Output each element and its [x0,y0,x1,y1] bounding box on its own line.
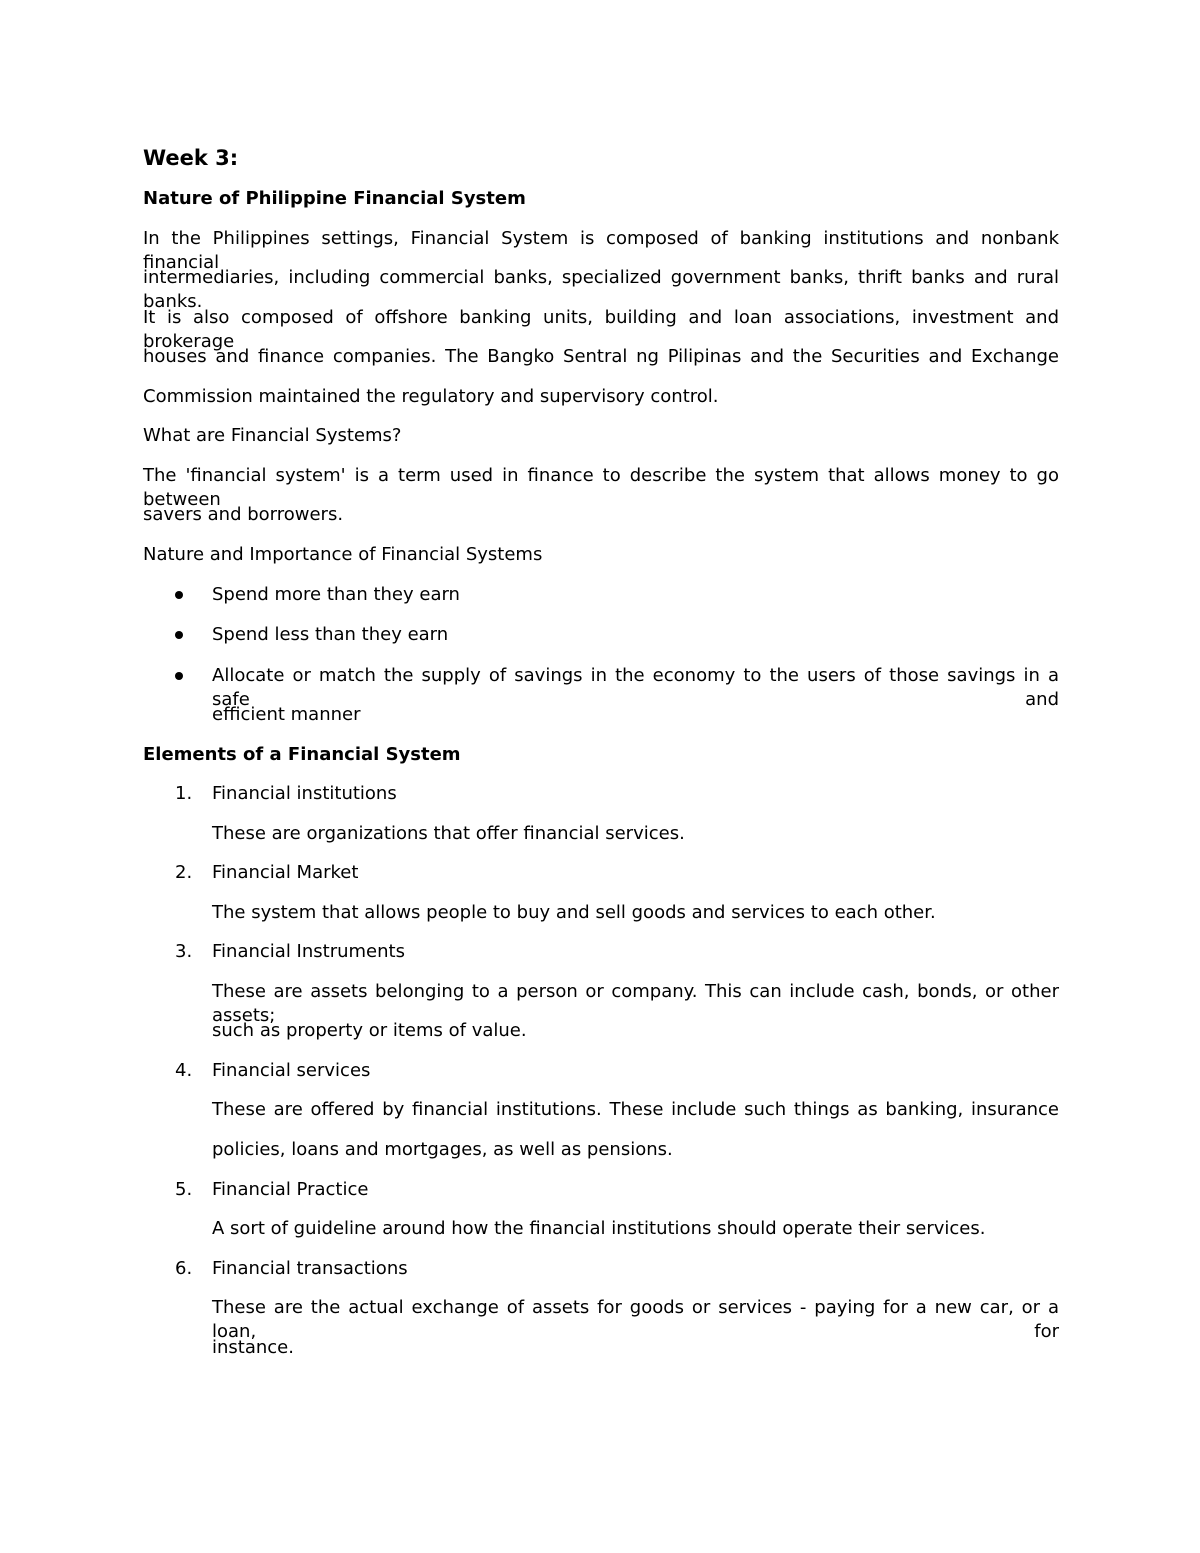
definition-line: The 'financial system' is a term used in finance to describe the system that allows money to go between [143,465,1059,510]
list-number: 4. [175,1060,193,1081]
element-title: Financial Practice [212,1179,369,1200]
bullet-item: Spend less than they earn [212,624,449,645]
element-description: These are organizations that offer financial services. [212,823,685,844]
intro-line: houses and finance companies. The Bangko Sentral ng Pilipinas and the Securities and Exchange [143,346,1059,367]
element-description: policies, loans and mortgages, as well as pensions. [212,1139,673,1160]
definition-line: savers and borrowers. [143,504,344,525]
list-number: 5. [175,1179,193,1200]
element-description: A sort of guideline around how the financial institutions should operate their services. [212,1218,986,1239]
document-page [143,0,1059,1553]
element-title: Financial transactions [212,1258,408,1279]
bullet-icon [175,631,183,639]
element-title: Financial Market [212,862,359,883]
list-number: 1. [175,783,193,804]
intro-line: In the Philippines settings, Financial System is composed of banking institutions and nonbank financial [143,228,1059,273]
question-line: What are Financial Systems? [143,425,402,446]
section-title: Nature of Philippine Financial System [143,188,526,209]
element-description: These are the actual exchange of assets for goods or services - paying for a new car, or a loan, for [212,1297,1059,1342]
bullet-item-continuation: efficient manner [212,704,361,725]
element-description: instance. [212,1337,294,1358]
bullet-icon [175,672,183,680]
list-number: 3. [175,941,193,962]
intro-line: It is also composed of offshore banking units, building and loan associations, investment and brokerage [143,307,1059,352]
element-title: Financial institutions [212,783,397,804]
list-number: 6. [175,1258,193,1279]
intro-line: Commission maintained the regulatory and supervisory control. [143,386,719,407]
week-heading: Week 3: [143,146,239,170]
elements-heading: Elements of a Financial System [143,744,461,765]
bullet-icon [175,591,183,599]
element-description: such as property or items of value. [212,1020,527,1041]
list-number: 2. [175,862,193,883]
element-description: These are offered by financial institutions. These include such things as banking, insurance [212,1099,1059,1120]
element-description: The system that allows people to buy and sell goods and services to each other. [212,902,936,923]
bullet-item: Spend more than they earn [212,584,460,605]
element-description: These are assets belonging to a person or company. This can include cash, bonds, or other assets; [212,981,1059,1026]
intro-line: intermediaries, including commercial banks, specialized government banks, thrift banks and rural banks. [143,267,1059,312]
element-title: Financial Instruments [212,941,405,962]
nature-heading: Nature and Importance of Financial Systems [143,544,543,565]
bullet-item: Allocate or match the supply of savings in the economy to the users of those savings in a safe and [212,665,1059,710]
element-title: Financial services [212,1060,371,1081]
